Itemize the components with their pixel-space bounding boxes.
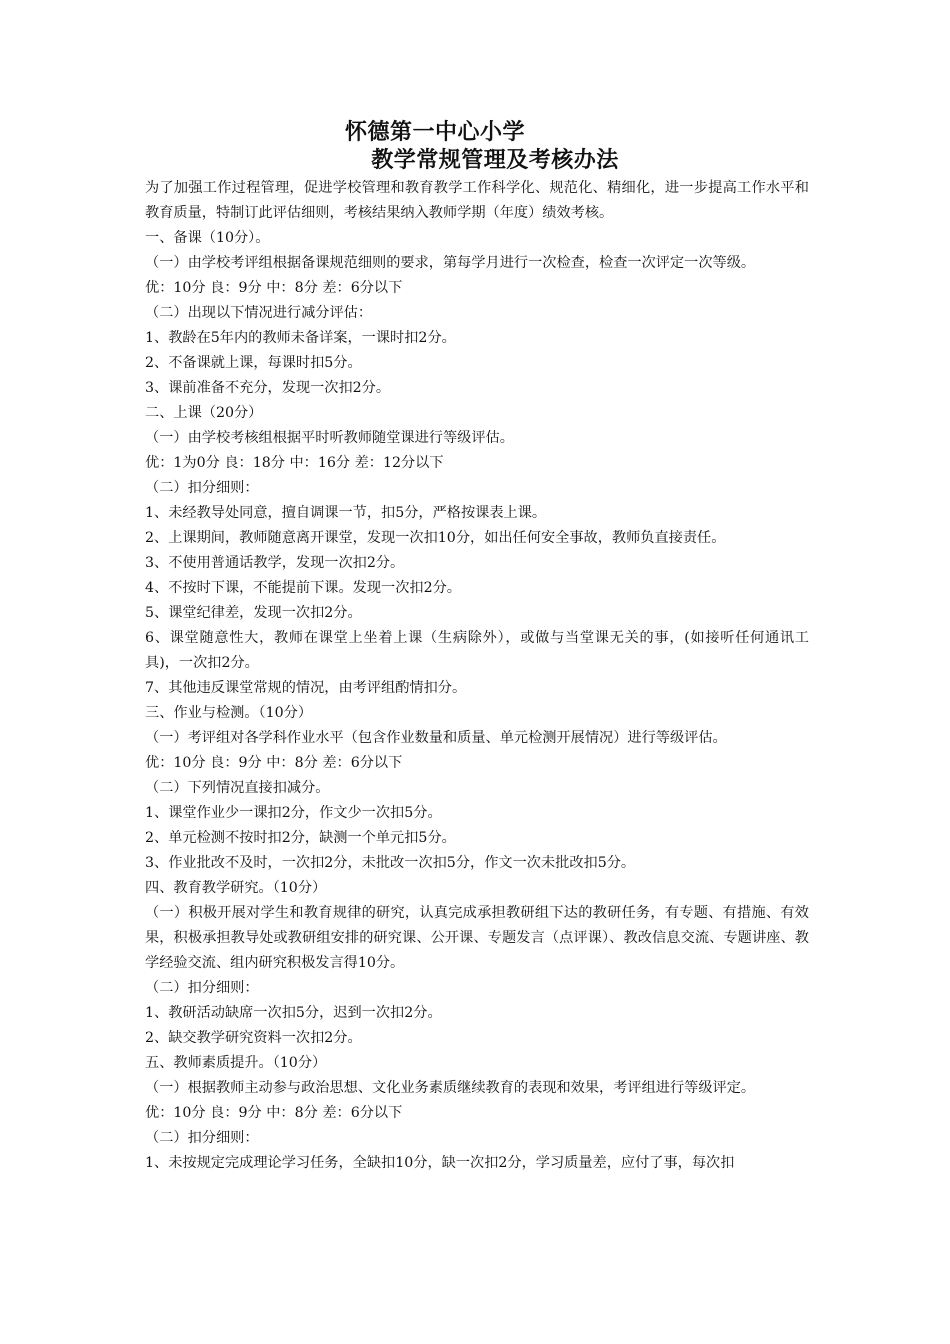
paragraph: （二）扣分细则： [145,480,259,496]
paragraph: 1、课堂作业少一课扣2分，作文少一次扣5分。 [145,805,442,821]
school-name-title: 怀德第一中心小学 [344,120,525,145]
paragraph: 3、课前准备不充分，发现一次扣2分。 [145,380,391,396]
document-body [145,176,809,1176]
paragraph: （二）下列情况直接扣减分。 [145,780,330,796]
paragraph: 优：1为0分 良：18分 中：16分 差：12分以下 [145,455,444,471]
document-title: 教学常规管理及考核办法 [371,148,619,173]
paragraph: （二）扣分细则： [145,980,259,996]
paragraph: 1、未按规定完成理论学习任务，全缺扣10分，缺一次扣2分，学习质量差，应付了事，每次扣 [145,1155,735,1171]
paragraph: 四、教育教学研究。（10分） [145,880,327,896]
paragraph: 3、不使用普通话教学，发现一次扣2分。 [145,555,405,571]
paragraph: 五、教师素质提升。（10分） [145,1055,327,1071]
paragraph: （一）根据教师主动参与政治思想、文化业务素质继续教育的表现和效果，考评组进行等级评定。 [145,1080,756,1096]
paragraph: 5、课堂纪律差，发现一次扣2分。 [145,605,362,621]
paragraph: 3、作业批改不及时，一次扣2分，未批改一次扣5分，作文一次未批改扣5分。 [145,855,636,871]
paragraph: 2、不备课就上课，每课时扣5分。 [145,355,362,371]
paragraph: （二）扣分细则： [145,1130,259,1146]
paragraph: 1、未经教导处同意，擅自调课一节，扣5分，严格按课表上课。 [145,505,547,521]
paragraph: 2、缺交教学研究资料一次扣2分。 [145,1030,362,1046]
paragraph: 优：10分 良：9分 中：8分 差：6分以下 [145,280,403,296]
paragraph: 1、教龄在5年内的教师未备详案，一课时扣2分。 [145,330,456,346]
paragraph: 4、不按时下课，不能提前下课。发现一次扣2分。 [145,580,461,596]
paragraph: 7、其他违反课堂常规的情况，由考评组酌情扣分。 [145,680,467,696]
paragraph: 6、课堂随意性大，教师在课堂上坐着上课（生病除外），或做与当堂课无关的事，(如接听任何通讯工具)，一次扣2分。 [145,630,809,671]
paragraph: 一、备课（10分）。 [145,230,270,246]
document-title-block [0,119,950,175]
paragraph: 优：10分 良：9分 中：8分 差：6分以下 [145,755,403,771]
paragraph: 1、教研活动缺席一次扣5分，迟到一次扣2分。 [145,1005,442,1021]
paragraph: 2、单元检测不按时扣2分，缺测一个单元扣5分。 [145,830,456,846]
paragraph: （一）由学校考评组根据备课规范细则的要求，第每学月进行一次检查，检查一次评定一次等级。 [145,255,756,271]
paragraph: （一）积极开展对学生和教育规律的研究，认真完成承担教研组下达的教研任务，有专题、有措施、有效果，积极承担教导处或教研组安排的研究课、公开课、专题发言（点评课）、教改信息交流、专题讲座、教学经验交流、组内研究积极发言得10分。 [145,905,809,971]
paragraph: 二、上课（20分） [145,405,263,421]
paragraph: （一）由学校考核组根据平时听教师随堂课进行等级评估。 [145,430,514,446]
paragraph: （一）考评组对各学科作业水平（包含作业数量和质量、单元检测开展情况）进行等级评估。 [145,730,727,746]
paragraph: 三、作业与检测。（10分） [145,705,313,721]
paragraph: 为了加强工作过程管理，促进学校管理和教育教学工作科学化、规范化、精细化，进一步提高工作水平和教育质量，特制订此评估细则，考核结果纳入教师学期（年度）绩效考核。 [145,180,809,221]
paragraph: 优：10分 良：9分 中：8分 差：6分以下 [145,1105,403,1121]
paragraph: 2、上课期间，教师随意离开课堂，发现一次扣10分，如出任何安全事故，教师负直接责任。 [145,530,726,546]
paragraph: （二）出现以下情况进行减分评估： [145,305,373,321]
